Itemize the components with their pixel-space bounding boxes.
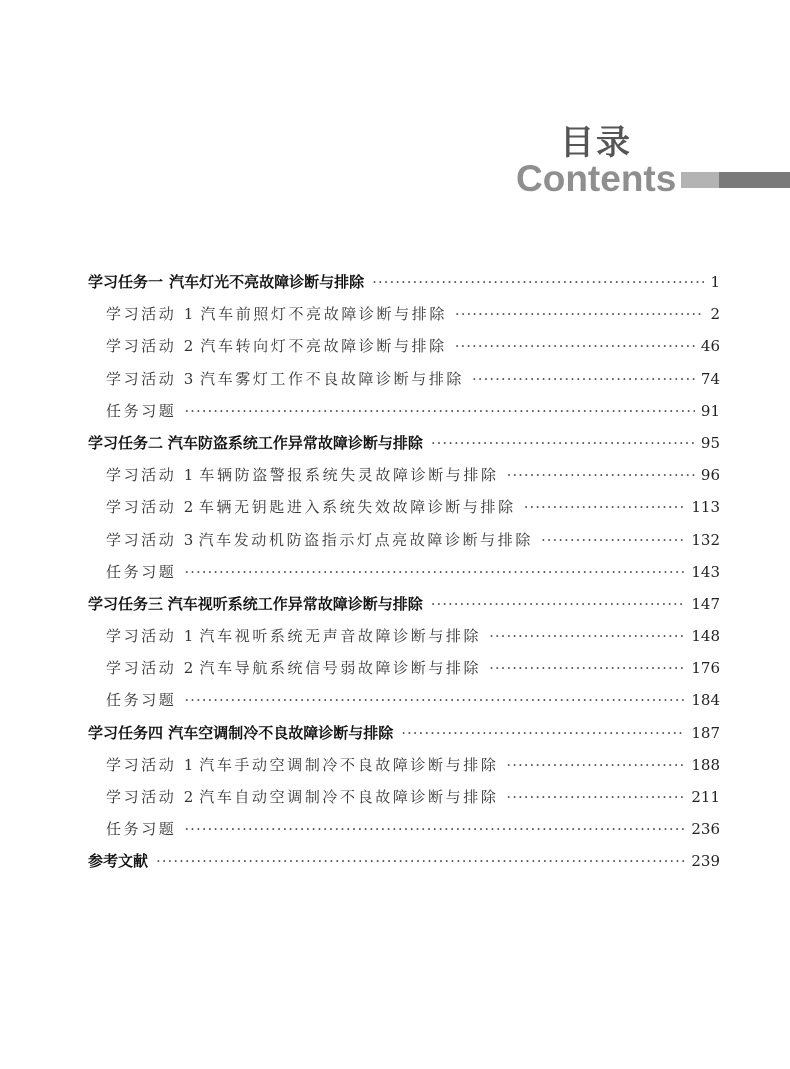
dot-leader (184, 395, 695, 427)
dot-leader (507, 459, 695, 491)
dot-leader (184, 684, 685, 716)
toc-entry-label: 学习任务四 (88, 723, 164, 742)
toc-page-number: 46 (700, 337, 720, 356)
toc-page-number: 143 (691, 562, 720, 581)
toc-page-number: 113 (691, 498, 720, 517)
toc-task-entry[interactable] (88, 588, 720, 620)
toc-activity-entry[interactable] (88, 395, 720, 427)
title-bar-dark (719, 172, 790, 188)
toc-entry-label: 学习活动 2 (106, 659, 196, 678)
dot-leader (401, 717, 685, 749)
toc-entry-label: 学习活动 3 (106, 369, 196, 388)
toc-activity-entry[interactable] (88, 459, 720, 491)
toc-entry-title: 车辆防盗警报系统失灵故障诊断与排除 (199, 466, 499, 485)
dot-leader (372, 266, 704, 298)
toc-entry-title: 汽车视听系统无声音故障诊断与排除 (199, 627, 482, 646)
toc-page-number: 132 (691, 530, 720, 549)
toc-page-number: 239 (691, 852, 720, 871)
toc-entry-label: 学习活动 1 (106, 466, 196, 485)
dot-leader (524, 491, 686, 523)
page-title: 目录 (560, 123, 632, 163)
toc-entry-label: 学习任务二 (88, 433, 164, 452)
toc-entry-title: 汽车防盗系统工作异常故障诊断与排除 (167, 433, 423, 452)
toc-entry-title: 汽车雾灯工作不良故障诊断与排除 (200, 369, 465, 388)
toc-task-entry[interactable] (88, 427, 720, 459)
toc-task-entry[interactable] (88, 717, 720, 749)
dot-leader (431, 588, 686, 620)
toc-entry-label: 学习任务三 (88, 594, 164, 613)
page-title-english: Contents (516, 158, 677, 199)
toc-entry-title: 汽车发动机防盗指示灯点亮故障诊断与排除 (198, 530, 533, 549)
toc-entry-title: 汽车空调制冷不良故障诊断与排除 (168, 723, 394, 742)
dot-leader (184, 813, 685, 845)
dot-leader (472, 363, 695, 395)
toc-entry-title: 车辆无钥匙进入系统失效故障诊断与排除 (198, 498, 516, 517)
toc-page-number: 74 (700, 369, 720, 388)
toc-entry-label: 学习活动 3 (106, 530, 196, 549)
toc-page-number: 91 (700, 401, 720, 420)
dot-leader (489, 620, 685, 652)
toc-entry-label: 任务习题 (106, 820, 177, 839)
toc-entry-title: 汽车自动空调制冷不良故障诊断与排除 (199, 788, 499, 806)
toc-activity-entry[interactable] (88, 491, 720, 523)
toc-page-number: 188 (691, 755, 720, 774)
toc-task-entry[interactable] (88, 845, 720, 877)
toc-page-number: 184 (691, 691, 720, 710)
dot-leader (455, 298, 705, 330)
toc-entry-label: 学习活动 2 (106, 337, 196, 356)
toc-activity-entry[interactable] (88, 749, 720, 781)
toc-activity-entry[interactable] (88, 524, 720, 556)
toc-entry-label: 学习活动 1 (106, 755, 196, 774)
toc-page-number: 187 (691, 723, 720, 742)
toc-page-number: 95 (700, 433, 720, 452)
toc-entry-label: 参考文献 (88, 852, 149, 871)
toc-entry-label: 学习活动 2 (106, 788, 196, 806)
toc-activity-entry[interactable] (88, 363, 720, 395)
toc-entry-title: 汽车导航系统信号弱故障诊断与排除 (199, 659, 482, 678)
toc-entry-title: 汽车视听系统工作异常故障诊断与排除 (167, 594, 423, 613)
dot-leader (506, 781, 685, 813)
toc-page-number: 1 (710, 273, 720, 291)
dot-leader (541, 524, 685, 556)
dot-leader (431, 427, 695, 459)
toc-activity-entry[interactable] (88, 298, 720, 330)
toc-task-entry[interactable] (88, 266, 720, 298)
toc-entry-label: 学习活动 1 (106, 305, 196, 324)
toc-entry-label: 任务习题 (106, 691, 177, 710)
toc-page-number: 236 (691, 820, 720, 839)
toc-page-number: 147 (691, 594, 720, 613)
table-of-contents (88, 266, 720, 878)
toc-entry-title: 汽车转向灯不亮故障诊断与排除 (200, 337, 447, 356)
toc-activity-entry[interactable] (88, 781, 720, 813)
dot-leader (506, 749, 685, 781)
toc-activity-entry[interactable] (88, 330, 720, 362)
toc-entry-label: 学习活动 2 (106, 498, 196, 517)
toc-entry-title: 汽车手动空调制冷不良故障诊断与排除 (199, 755, 499, 774)
toc-page-number: 96 (700, 466, 720, 485)
toc-activity-entry[interactable] (88, 813, 720, 845)
toc-activity-entry[interactable] (88, 684, 720, 716)
toc-entry-title: 汽车前照灯不亮故障诊断与排除 (200, 305, 447, 324)
toc-activity-entry[interactable] (88, 556, 720, 588)
toc-entry-label: 任务习题 (106, 562, 177, 581)
dot-leader (156, 845, 685, 877)
dot-leader (184, 556, 685, 588)
title-bar-light (681, 172, 719, 188)
toc-page-number: 176 (691, 659, 720, 678)
toc-page-number: 211 (691, 788, 720, 806)
toc-page-number: 148 (691, 627, 720, 646)
toc-entry-label: 学习任务一 (88, 273, 164, 291)
dot-leader (455, 330, 695, 362)
toc-activity-entry[interactable] (88, 620, 720, 652)
toc-page-number: 2 (710, 305, 720, 324)
toc-entry-label: 学习活动 1 (106, 627, 196, 646)
dot-leader (489, 652, 685, 684)
toc-entry-label: 任务习题 (106, 401, 177, 420)
toc-entry-title: 汽车灯光不亮故障诊断与排除 (169, 273, 365, 291)
toc-activity-entry[interactable] (88, 652, 720, 684)
